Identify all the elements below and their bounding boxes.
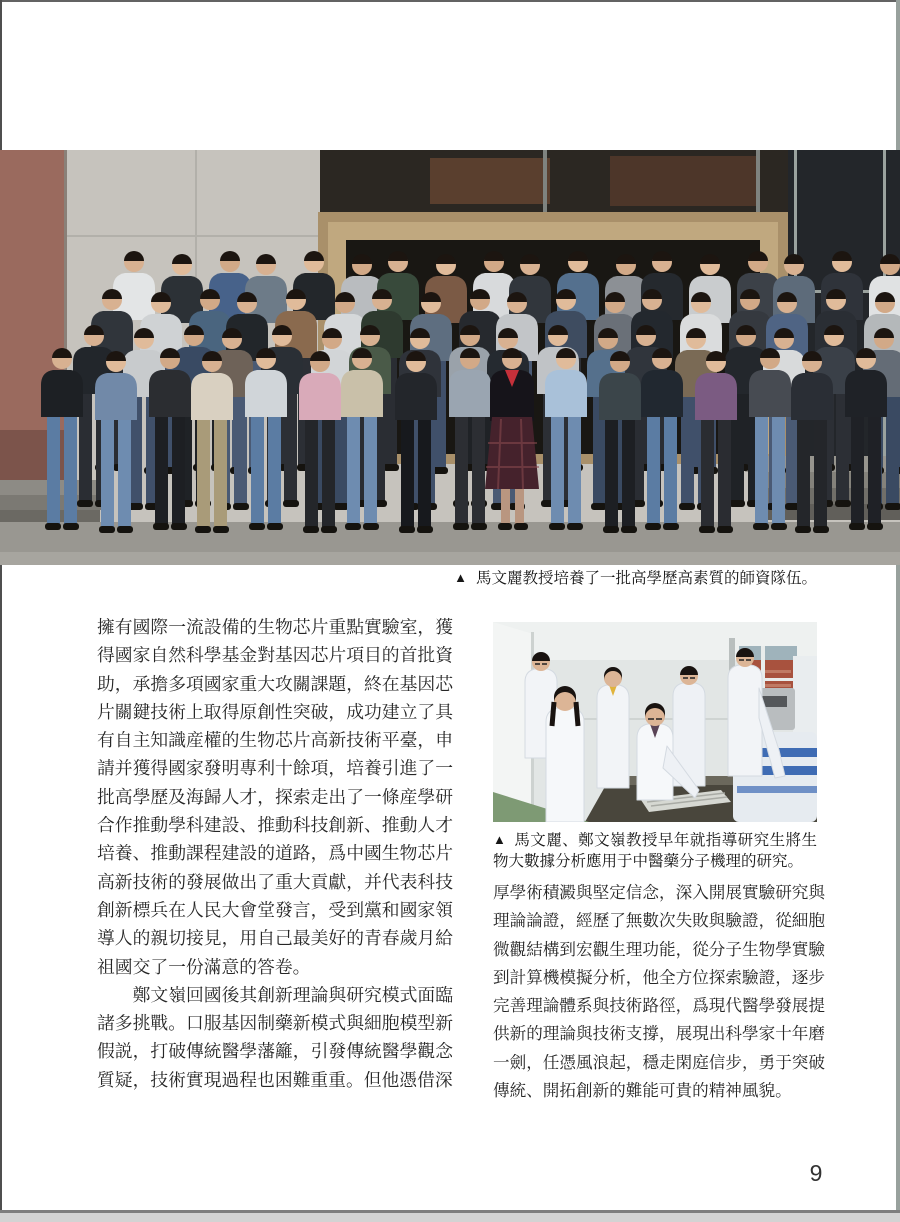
group-photo-caption-text: 馬文麗教授培養了一批高學歷高素質的師資隊伍。 <box>475 570 817 587</box>
triangle-marker-icon: ▲ <box>454 570 467 585</box>
page-number: 9 <box>809 1160 823 1186</box>
lab-photo-caption-text: 馬文麗、鄭文嶺教授早年就指導研究生將生物大數據分析應用于中醫藥分子機理的研究。 <box>493 832 817 870</box>
lab-photo <box>493 622 817 822</box>
right-column <box>493 622 825 1105</box>
page-top-border <box>0 0 900 2</box>
group-photo <box>0 150 900 565</box>
paragraph-2: 鄭文嶺回國後其創新理論與研究模式面臨諸多挑戰。口服基因制藥新模式與細胞模型新假説，打破傳統醫學藩籬，引發傳統醫學觀念質疑，技術實現過程也困難重重。但他憑借深 <box>97 984 453 1090</box>
lab-photo-art <box>493 622 817 822</box>
group-photo-art <box>0 150 900 565</box>
triangle-marker-icon: ▲ <box>493 832 507 847</box>
group-photo-caption <box>454 566 817 592</box>
paragraph-1: 擁有國際一流設備的生物芯片重點實驗室，獲得國家自然科學基金對基因芯片項目的首批資助，承擔多項國家重大攻關課題，終在基因芯片關鍵技術上取得原創性突破，成功建立了具有自主知識産權的生物芯片高新技術平臺，申請并獲得國家發明專利十餘項，培養引進了一批高學歷及海歸人才，探索走出了一條産學研合作推動學科建設、推動科技創新、推動人才培養、推動課程建設的道路，爲中國生物芯片高新技術的發展做出了重大貢獻，并代表科技創新標兵在人民大會堂發言，受到黨和國家領導人的親切接見，用自己最美好的青春歲月給祖國交了一份滿意的答卷。 <box>97 617 453 977</box>
lab-photo-caption <box>493 831 817 872</box>
page-bottom-edge <box>0 1213 900 1222</box>
left-column <box>97 613 453 1094</box>
paragraph-3: 厚學術積澱與堅定信念，深入開展實驗研究與理論論證，經歷了無數次失敗與驗證，從細胞微觀結構到宏觀生理功能，從分子生物學實驗到計算機模擬分析，他全方位探索驗證，逐步完善理論體系與技術路徑，爲現代醫學發展提供新的理論與技術支撐，展現出科學家十年磨一劍，任憑風浪起，穩走閑庭信步，勇于突破傳統、開拓創新的難能可貴的精神風貌。 <box>493 883 825 1101</box>
